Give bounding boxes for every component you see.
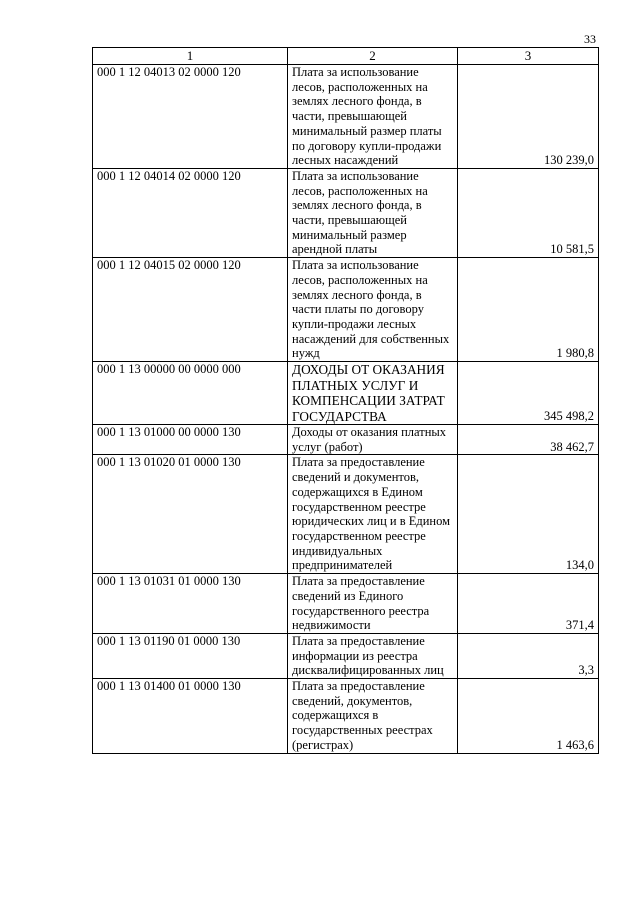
table-row	[93, 65, 599, 169]
row-amount: 371,4	[458, 574, 599, 634]
header-col-1: 1	[93, 48, 288, 65]
table-row	[93, 633, 599, 678]
row-code: 000 1 13 01000 00 0000 130	[93, 425, 288, 455]
row-amount: 345 498,2	[458, 362, 599, 425]
row-code: 000 1 13 01031 01 0000 130	[93, 574, 288, 634]
row-name: ДОХОДЫ ОТ ОКАЗАНИЯ ПЛАТНЫХ УСЛУГ И КОМПЕНСАЦИИ ЗАТРАТ ГОСУДАРСТВА	[288, 362, 458, 425]
row-amount: 1 980,8	[458, 258, 599, 362]
row-name: Плата за предоставление сведений, документов, содержащихся в государственных реестрах (регистрах)	[288, 679, 458, 754]
row-code: 000 1 13 00000 00 0000 000	[93, 362, 288, 425]
row-amount: 134,0	[458, 455, 599, 574]
table-row	[93, 679, 599, 754]
revenue-table	[92, 47, 599, 754]
table-row	[93, 258, 599, 362]
table-header-row	[93, 48, 599, 65]
row-code: 000 1 13 01400 01 0000 130	[93, 679, 288, 754]
table-row	[93, 425, 599, 455]
table-row	[93, 574, 599, 634]
row-name: Плата за использование лесов, расположенных на землях лесного фонда, в части, превышающей минимальный размер арендной платы	[288, 168, 458, 257]
header-col-2: 2	[288, 48, 458, 65]
page-number: 33	[584, 32, 596, 46]
row-name: Доходы от оказания платных услуг (работ)	[288, 425, 458, 455]
row-amount: 38 462,7	[458, 425, 599, 455]
row-name: Плата за предоставление информации из реестра дисквалифицированных лиц	[288, 633, 458, 678]
row-name: Плата за предоставление сведений и документов, содержащихся в Едином государственном реестре юридических лиц и в Едином государственном реестре индивидуальных предпринимателей	[288, 455, 458, 574]
row-name: Плата за использование лесов, расположенных на землях лесного фонда, в части, превышающей минимальный размер платы по договору купли-продажи лесных насаждений	[288, 65, 458, 169]
table-row	[93, 455, 599, 574]
table-row	[93, 168, 599, 257]
row-amount: 130 239,0	[458, 65, 599, 169]
header-col-3: 3	[458, 48, 599, 65]
row-name: Плата за предоставление сведений из Единого государственного реестра недвижимости	[288, 574, 458, 634]
table-row	[93, 362, 599, 425]
row-amount: 1 463,6	[458, 679, 599, 754]
row-code: 000 1 13 01190 01 0000 130	[93, 633, 288, 678]
row-amount: 3,3	[458, 633, 599, 678]
row-code: 000 1 12 04014 02 0000 120	[93, 168, 288, 257]
row-code: 000 1 13 01020 01 0000 130	[93, 455, 288, 574]
row-amount: 10 581,5	[458, 168, 599, 257]
row-code: 000 1 12 04015 02 0000 120	[93, 258, 288, 362]
row-code: 000 1 12 04013 02 0000 120	[93, 65, 288, 169]
row-name: Плата за использование лесов, расположенных на землях лесного фонда, в части платы по договору купли-продажи лесных насаждений для собственных нужд	[288, 258, 458, 362]
